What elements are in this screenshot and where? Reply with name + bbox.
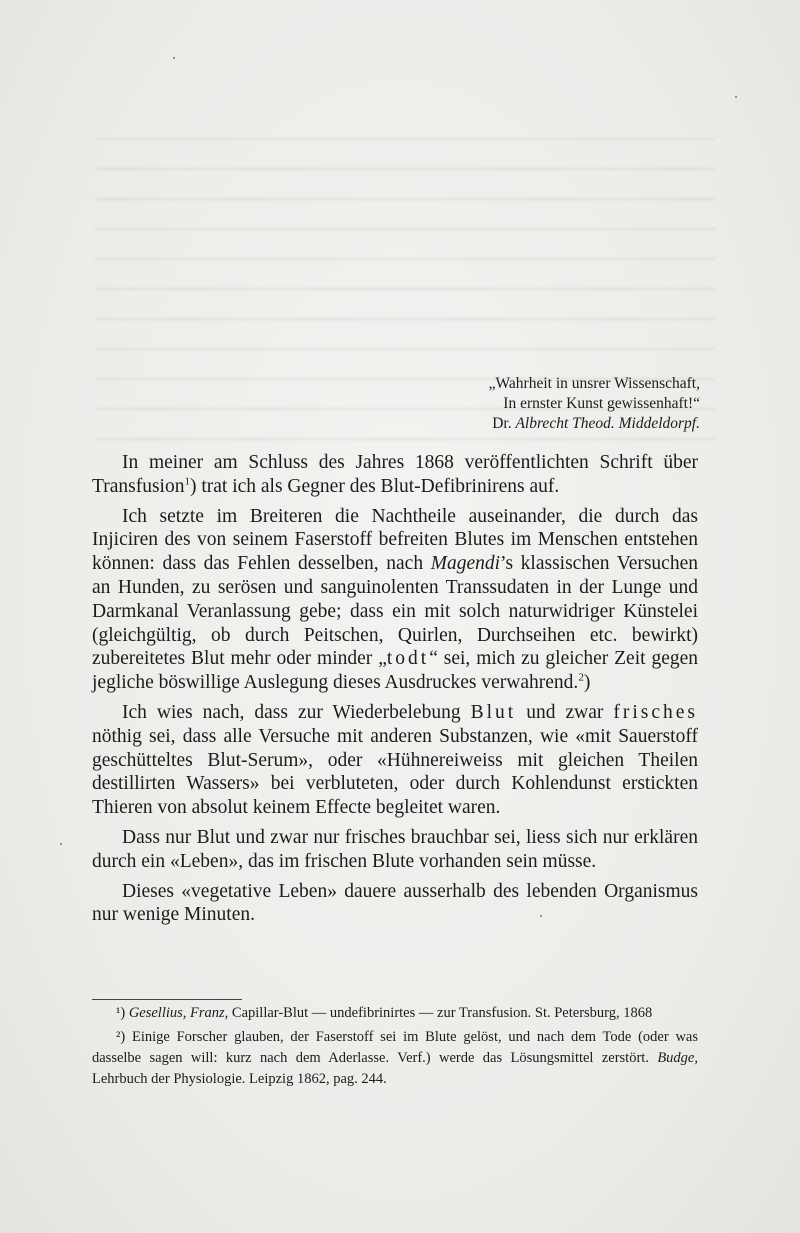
- footnote-ref-2: 2: [578, 671, 584, 684]
- footnote-ref-1: 1: [184, 475, 190, 488]
- author-prefix: Dr.: [492, 415, 512, 432]
- footnote-1: [92, 1003, 698, 1024]
- author-name: Albrecht Theod. Middeldorpf.: [515, 415, 700, 432]
- text-run: ’s klassischen Versuchen an Hunden, zu serösen und sanguinolenten Transsudaten in der Lunge und Darmkanal Veranlassung gebe; dass ein mit solch naturwidriger Künstelei (gleichgültig, ob durch Peitschen, Quirlen, Durchseihen etc. bewirkt) zubereitetes Blut mehr oder minder „: [92, 553, 698, 670]
- footnote-author: Budge,: [657, 1050, 698, 1066]
- body-text: [92, 451, 698, 927]
- spaced-word: frisches: [613, 701, 699, 723]
- paragraph-3: [92, 701, 698, 820]
- spaced-word: Blut: [470, 701, 517, 723]
- epigraph: [420, 374, 700, 434]
- paragraph-4: Dass nur Blut und zwar nur frisches brauchbar sei, liess sich nur erklären durch ein «Leben», das im frischen Blute vorhanden sein müsse.: [92, 826, 698, 872]
- spaced-word: todt: [386, 648, 430, 670]
- footnote-2: [92, 1027, 698, 1090]
- paper-speck: [173, 57, 175, 59]
- footnote-text: Capillar-Blut — undefibrinirtes — zur Transfusion. St. Petersburg, 1868: [228, 1005, 653, 1021]
- footnotes: [92, 1003, 698, 1090]
- epigraph-line-1: „Wahrheit in unsrer Wissenschaft,: [488, 375, 700, 392]
- paper-speck: [60, 843, 62, 845]
- footnote-author: Gesellius, Franz,: [128, 1005, 229, 1021]
- epigraph-line-2: In ernster Kunst gewissenhaft!“: [503, 395, 700, 412]
- text-run: In meiner am Schluss des Jahres 1868 veröffentlichten Schrift über Transfusion: [92, 452, 698, 497]
- text-run: ) trat ich als Gegner des Blut-Defibrinirens auf.: [189, 475, 560, 497]
- footnote-text: Einige Forscher glauben, der Faserstoff sei im Blute gelöst, und nach dem Tode (oder was dasselbe sagen will: kurz nach dem Aderlasse. Verf.) werde das Lösungsmittel zerstört.: [92, 1029, 698, 1066]
- text-run: und zwar: [516, 701, 614, 723]
- footnote-mark: ²): [116, 1029, 126, 1045]
- text-run: Ich wies nach, dass zur Wiederbelebung: [122, 701, 471, 723]
- paper-speck: [735, 96, 737, 98]
- text-run: “ sei, mich zu gleicher Zeit gegen jegliche böswillige Auslegung dieses Ausdruckes verwahrend.: [92, 648, 699, 694]
- paragraph-5: Dieses «vegetative Leben» dauere ausserhalb des lebenden Organismus nur wenige Minuten.: [92, 880, 698, 926]
- paragraph-2: [92, 505, 698, 695]
- name-italic: Magendi: [430, 553, 501, 575]
- paragraph-1: [92, 451, 698, 499]
- footnote-mark: ¹): [116, 1005, 126, 1021]
- footnote-divider: [92, 999, 242, 1000]
- text-run: Ich setzte im Breiteren die Nachtheile auseinander, die durch das Injiciren des von seinem Faserstoff befreiten Blutes im Menschen entstehen können: dass das Fehlen desselben, nach: [92, 505, 698, 575]
- text-run: nöthig sei, dass alle Versuche mit anderen Substanzen, wie «mit Sauerstoff geschütteltes Blut-Serum», oder «Hühnereiweiss mit gleichen Theilen destillirten Wassers» bei verbluteten, oder durch Kohlendunst erstickten Thieren von absolut keinem Effecte begleitet waren.: [92, 725, 698, 819]
- epigraph-author: [420, 414, 700, 434]
- text-run: ): [583, 672, 591, 694]
- footnote-text: Lehrbuch der Physiologie. Leipzig 1862, pag. 244.: [92, 1071, 387, 1087]
